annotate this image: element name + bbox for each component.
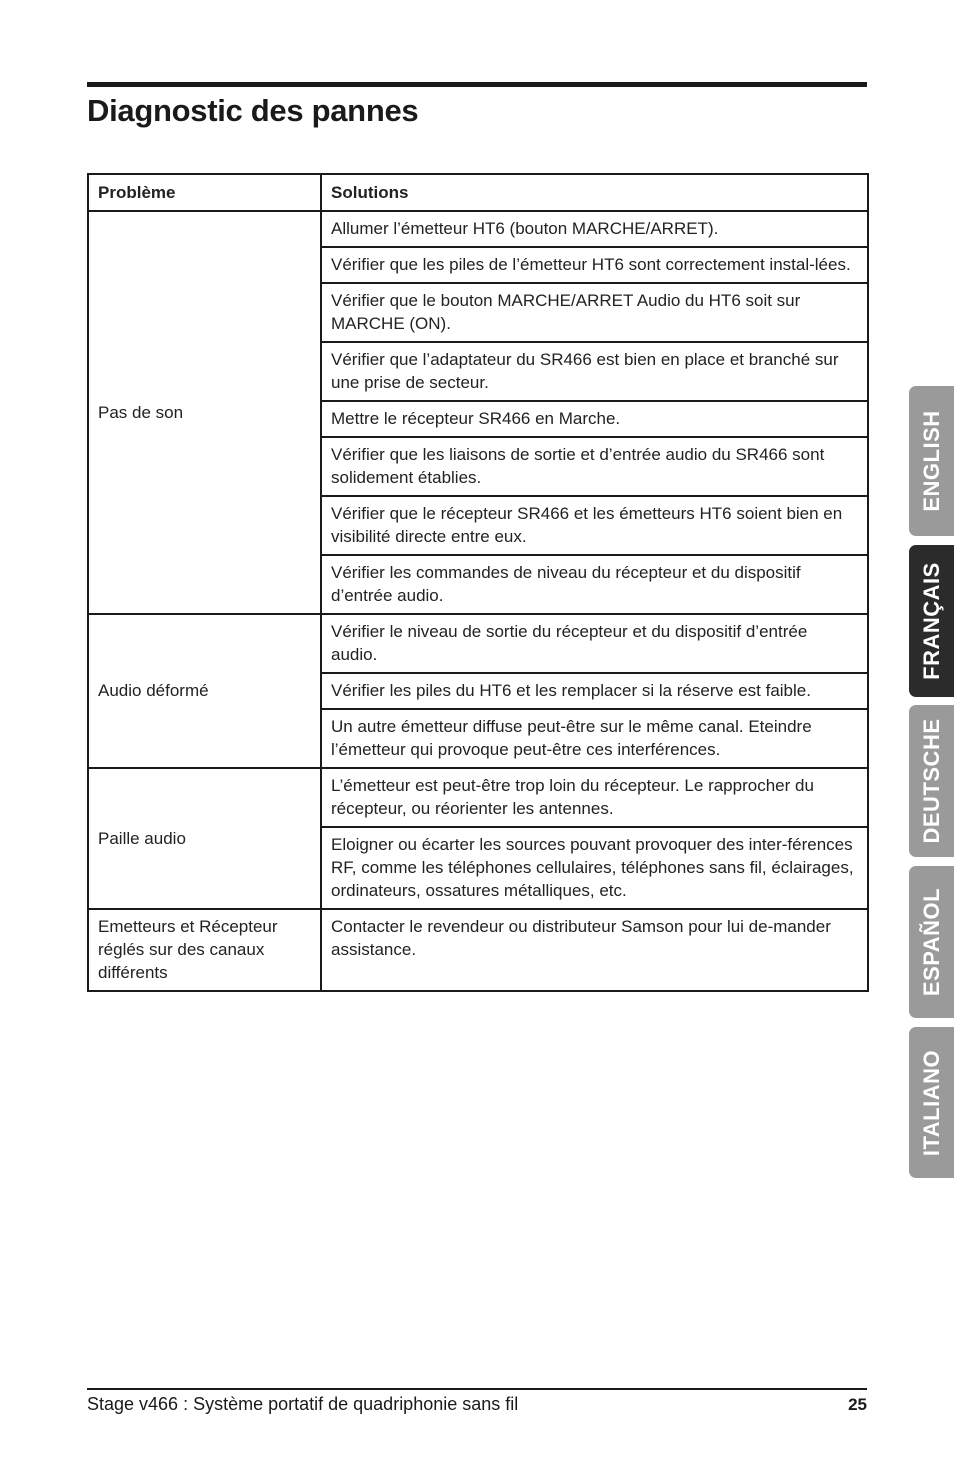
solution-cell: Contacter le revendeur ou distributeur Samson pour lui de-mander assistance. <box>321 909 868 991</box>
solutions-column-header: Solutions <box>321 174 868 211</box>
solution-cell: Vérifier que le bouton MARCHE/ARRET Audio du HT6 soit sur MARCHE (ON). <box>321 283 868 342</box>
table-row <box>88 614 868 673</box>
tab-francais[interactable] <box>909 545 954 697</box>
footer-rule <box>87 1388 867 1390</box>
footer-text: Stage v466 : Système portatif de quadriphonie sans fil <box>87 1394 519 1414</box>
tab-label: ESPAÑOL <box>918 887 944 997</box>
solution-cell: Vérifier que les piles de l’émetteur HT6 sont correctement instal-lées. <box>321 247 868 283</box>
tab-label: FRANÇAIS <box>918 562 944 680</box>
solution-cell: Vérifier que l’adaptateur du SR466 est bien en place et branché sur une prise de secteur. <box>321 342 868 401</box>
table-row <box>88 211 868 247</box>
tab-label: ITALIANO <box>918 1049 944 1156</box>
solution-cell: Eloigner ou écarter les sources pouvant provoquer des inter-férences RF, comme les téléphones cellulaires, téléphones sans fil, éclairages, ordinateurs, ossatures métalliques, etc. <box>321 827 868 909</box>
solution-cell: Mettre le récepteur SR466 en Marche. <box>321 401 868 437</box>
problem-cell-distorted-audio: Audio déformé <box>88 614 321 768</box>
solution-cell: Vérifier le niveau de sortie du récepteur et du dispositif d’entrée audio. <box>321 614 868 673</box>
table-row <box>88 909 868 991</box>
solution-cell: Vérifier que le récepteur SR466 et les émetteurs HT6 soient bien en visibilité directe entre eux. <box>321 496 868 555</box>
solution-cell: L’émetteur est peut-être trop loin du récepteur. Le rapprocher du récepteur, ou réorienter les antennes. <box>321 768 868 827</box>
solution-cell: Allumer l’émetteur HT6 (bouton MARCHE/ARRET). <box>321 211 868 247</box>
tab-italiano[interactable] <box>909 1027 954 1178</box>
solution-cell: Vérifier les commandes de niveau du récepteur et du dispositif d’entrée audio. <box>321 555 868 614</box>
title-rule <box>87 82 867 87</box>
page-number: 25 <box>848 1395 867 1414</box>
page-title: Diagnostic des pannes <box>87 93 419 128</box>
tab-espanol[interactable] <box>909 866 954 1018</box>
problem-cell-channel-mismatch: Emetteurs et Récepteur réglés sur des canaux différents <box>88 909 321 991</box>
solution-cell: Vérifier les piles du HT6 et les remplacer si la réserve est faible. <box>321 673 868 709</box>
table-header-row <box>88 174 868 211</box>
troubleshooting-table <box>87 173 869 992</box>
solution-cell: Vérifier que les liaisons de sortie et d’entrée audio du SR466 sont solidement établies. <box>321 437 868 496</box>
table-row <box>88 768 868 827</box>
tab-label: ENGLISH <box>918 410 944 512</box>
solution-cell: Un autre émetteur diffuse peut-être sur le même canal. Eteindre l’émetteur qui provoque peut-être ces interférences. <box>321 709 868 768</box>
problem-column-header: Problème <box>88 174 321 211</box>
tab-label: DEUTSCHE <box>918 718 944 844</box>
problem-cell-no-sound: Pas de son <box>88 211 321 614</box>
tab-deutsche[interactable] <box>909 705 954 857</box>
tab-english[interactable] <box>909 386 954 536</box>
problem-cell-audio-dropout: Paille audio <box>88 768 321 909</box>
